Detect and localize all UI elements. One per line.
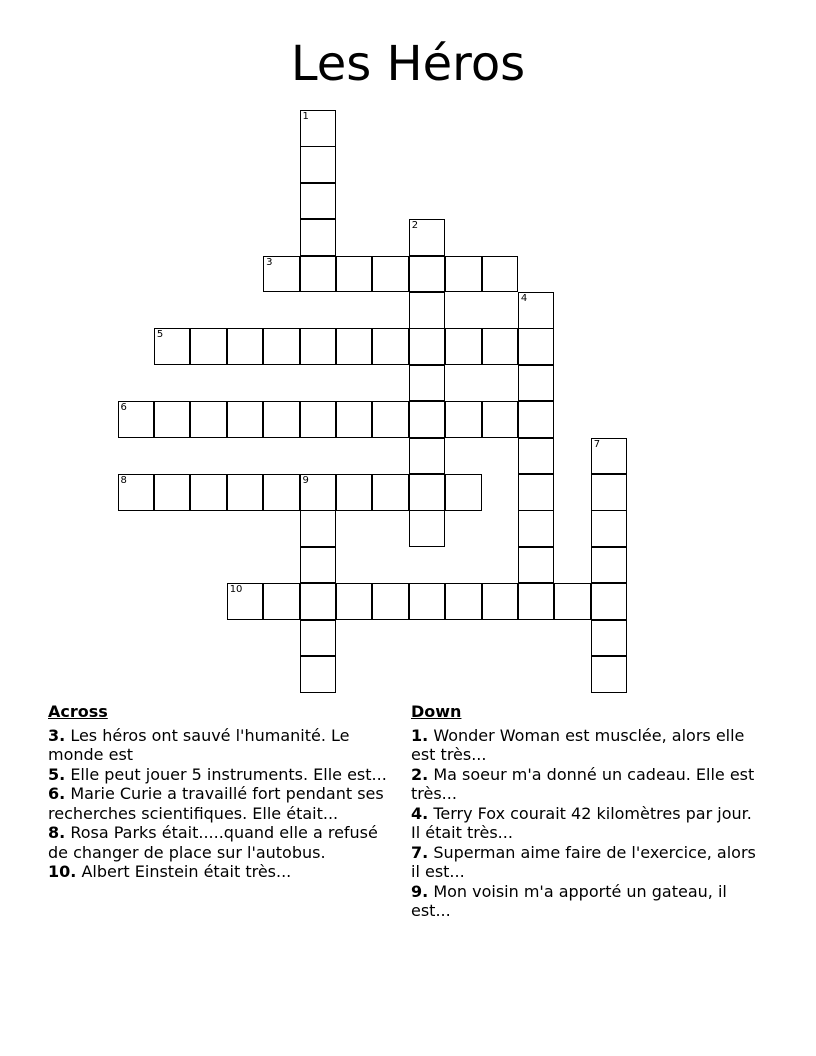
grid-cell[interactable] <box>518 328 555 365</box>
clue-number: 1. <box>411 725 429 745</box>
grid-cell[interactable] <box>336 401 373 438</box>
grid-cell[interactable] <box>409 583 446 620</box>
clue-number: 3. <box>48 725 66 745</box>
grid-cell[interactable] <box>154 401 191 438</box>
grid-cell[interactable] <box>409 401 446 438</box>
grid-cell[interactable] <box>300 146 337 183</box>
grid-cell[interactable] <box>591 583 628 620</box>
cell-number: 6 <box>120 402 127 414</box>
cell-number: 3 <box>266 256 273 268</box>
grid-cell[interactable] <box>300 183 337 220</box>
grid-cell[interactable] <box>263 401 300 438</box>
grid-cell[interactable] <box>409 438 446 475</box>
grid-cell[interactable] <box>263 328 300 365</box>
grid-cell[interactable] <box>300 256 337 293</box>
clue-text: Les héros ont sauvé l'humanité. Le monde est <box>48 725 350 764</box>
grid-cell[interactable] <box>336 328 373 365</box>
grid-cell[interactable] <box>409 256 446 293</box>
grid-cell[interactable] <box>482 583 519 620</box>
down-clue-2 <box>411 765 763 804</box>
grid-cell[interactable] <box>591 510 628 547</box>
grid-cell[interactable] <box>591 474 628 511</box>
grid-cell[interactable] <box>118 474 155 511</box>
clue-number: 7. <box>411 842 429 862</box>
clue-number: 4. <box>411 803 429 823</box>
grid-cell[interactable] <box>409 365 446 402</box>
grid-cell[interactable] <box>518 292 555 329</box>
grid-cell[interactable] <box>300 401 337 438</box>
down-clue-1 <box>411 726 763 765</box>
grid-cell[interactable] <box>518 547 555 584</box>
grid-cell[interactable] <box>591 620 628 657</box>
grid-cell[interactable] <box>482 256 519 293</box>
clue-text: Mon voisin m'a apporté un gateau, il est... <box>411 881 727 920</box>
grid-cell[interactable] <box>227 583 264 620</box>
grid-cell[interactable] <box>409 328 446 365</box>
grid-cell[interactable] <box>336 474 373 511</box>
grid-cell[interactable] <box>409 510 446 547</box>
grid-cell[interactable] <box>227 401 264 438</box>
across-clue-5 <box>48 765 390 785</box>
grid-cell[interactable] <box>300 110 337 147</box>
grid-cell[interactable] <box>409 292 446 329</box>
grid-cell[interactable] <box>554 583 591 620</box>
cell-number: 9 <box>302 475 309 486</box>
clue-text: Wonder Woman est musclée, alors elle est très... <box>411 725 745 764</box>
grid-cell[interactable] <box>445 328 482 365</box>
down-clue-9 <box>411 882 763 921</box>
grid-cell[interactable] <box>300 328 337 365</box>
clue-text: Albert Einstein était très... <box>81 862 292 881</box>
cell-number: 8 <box>120 475 127 486</box>
across-clue-10 <box>48 862 390 882</box>
grid-cell[interactable] <box>518 365 555 402</box>
grid-cell[interactable] <box>445 401 482 438</box>
grid-cell[interactable] <box>336 583 373 620</box>
grid-cell[interactable] <box>118 401 155 438</box>
grid-cell[interactable] <box>190 328 227 365</box>
grid-cell[interactable] <box>482 328 519 365</box>
page-title: Les Héros <box>290 36 526 92</box>
grid-cell[interactable] <box>591 547 628 584</box>
grid-cell[interactable] <box>482 401 519 438</box>
grid-cell[interactable] <box>445 256 482 293</box>
grid-cell[interactable] <box>518 401 555 438</box>
grid-cell[interactable] <box>372 474 409 511</box>
clue-number: 8. <box>48 823 66 842</box>
clue-number: 5. <box>48 764 66 784</box>
clue-number: 9. <box>411 881 429 901</box>
across-clue-8 <box>48 823 390 862</box>
down-clues <box>411 702 763 921</box>
grid-cell[interactable] <box>190 474 227 511</box>
cell-number: 5 <box>156 329 164 341</box>
grid-cell[interactable] <box>263 583 300 620</box>
grid-cell[interactable] <box>372 328 409 365</box>
clue-text: Marie Curie a travaillé fort pendant ses recherches scientifiques. Elle était... <box>48 784 384 823</box>
grid-cell[interactable] <box>591 438 628 475</box>
clue-text: Rosa Parks était.....quand elle a refusé de changer de place sur l'autobus. <box>48 823 378 862</box>
grid-cell[interactable] <box>300 656 337 693</box>
grid-cell[interactable] <box>518 583 555 620</box>
cell-number: 4 <box>520 293 528 304</box>
grid-cell[interactable] <box>300 474 337 511</box>
cell-number: 1 <box>302 111 309 122</box>
grid-cell[interactable] <box>372 583 409 620</box>
down-heading: Down <box>411 702 462 721</box>
grid-cell[interactable] <box>518 438 555 475</box>
grid-cell[interactable] <box>227 474 264 511</box>
grid-cell[interactable] <box>409 474 446 511</box>
grid-cell[interactable] <box>190 401 227 438</box>
grid-cell[interactable] <box>263 474 300 511</box>
grid-cell[interactable] <box>445 474 482 511</box>
across-clue-3 <box>48 726 390 765</box>
clue-number: 6. <box>48 784 66 803</box>
cell-number: 7 <box>593 438 601 450</box>
grid-cell[interactable] <box>227 328 264 365</box>
grid-cell[interactable] <box>154 474 191 511</box>
grid-cell[interactable] <box>518 474 555 511</box>
grid-cell[interactable] <box>154 328 191 365</box>
grid-cell[interactable] <box>591 656 628 693</box>
grid-cell[interactable] <box>300 510 337 547</box>
grid-cell[interactable] <box>445 583 482 620</box>
grid-cell[interactable] <box>300 620 337 657</box>
grid-cell[interactable] <box>300 583 337 620</box>
across-heading: Across <box>48 702 108 721</box>
grid-cell[interactable] <box>336 256 373 293</box>
grid-cell[interactable] <box>263 256 300 293</box>
clue-number: 2. <box>411 764 429 784</box>
clue-text: Terry Fox courait 42 kilomètres par jour. Il était très... <box>411 803 752 842</box>
grid-cell[interactable] <box>409 219 446 256</box>
clue-text: Ma soeur m'a donné un cadeau. Elle est très... <box>411 764 755 803</box>
grid-cell[interactable] <box>372 256 409 293</box>
down-clue-4 <box>411 804 763 843</box>
grid-cell[interactable] <box>300 219 337 256</box>
clue-text: Superman aime faire de l'exercice, alors il est... <box>411 842 756 881</box>
grid-cell[interactable] <box>300 547 337 584</box>
grid-cell[interactable] <box>518 510 555 547</box>
grid-cell[interactable] <box>372 401 409 438</box>
down-clue-7 <box>411 843 763 882</box>
cell-number: 2 <box>411 220 419 232</box>
across-clues <box>48 702 390 882</box>
cell-number: 10 <box>229 584 243 596</box>
across-clue-6 <box>48 784 390 823</box>
clue-text: Elle peut jouer 5 instruments. Elle est... <box>70 764 387 784</box>
clue-number: 10. <box>48 862 77 881</box>
